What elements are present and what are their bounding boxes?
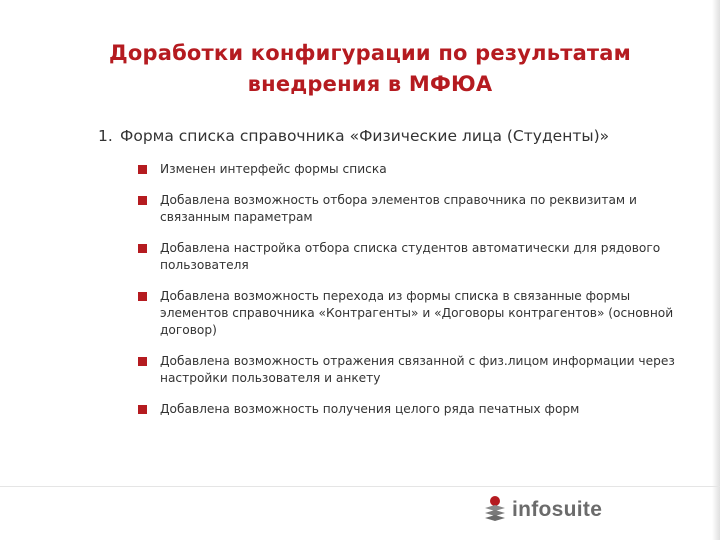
list-item-text: Добавлена возможность отражения связанной с физ.лицом информации через настройки пользователя и анкету [160, 354, 675, 385]
footer-divider [0, 486, 720, 487]
infosuite-logo [482, 492, 602, 528]
bullet-list [138, 161, 698, 418]
section-heading [98, 126, 698, 146]
list-item-text: Добавлена настройка отбора списка студентов автоматически для рядового пользователя [160, 241, 661, 272]
list-item [138, 192, 698, 226]
logo-wordmark: infosuite [512, 498, 603, 521]
bullet-square-icon [138, 196, 147, 205]
bullet-square-icon [138, 244, 147, 253]
slide-title [60, 38, 680, 100]
slide-title-line-1: Доработки конфигурации по результатам [108, 41, 632, 65]
infosuite-logo-icon [482, 495, 508, 525]
bullet-square-icon [138, 165, 147, 174]
list-item-text: Добавлена возможность отбора элементов справочника по реквизитам и связанным параметрам [160, 193, 637, 224]
list-item [138, 401, 698, 418]
bullet-square-icon [138, 292, 147, 301]
section-heading-text: Форма списка справочника «Физические лица (Студенты)» [120, 127, 610, 145]
section-number: 1. [98, 127, 113, 145]
bullet-square-icon [138, 405, 147, 414]
slide-title-line-2: внедрения в МФЮА [247, 72, 493, 96]
list-item [138, 161, 698, 178]
list-item-text: Добавлена возможность перехода из формы списка в связанные формы элементов справочника «Контрагенты» и «Договоры контрагентов» (основной договор) [160, 289, 674, 337]
bullet-square-icon [138, 357, 147, 366]
list-item [138, 353, 698, 387]
list-item [138, 240, 698, 274]
slide-edge-shadow [712, 0, 720, 540]
list-item-text: Изменен интерфейс формы списка [160, 162, 387, 176]
list-item [138, 288, 698, 339]
list-item-text: Добавлена возможность получения целого ряда печатных форм [160, 402, 580, 416]
